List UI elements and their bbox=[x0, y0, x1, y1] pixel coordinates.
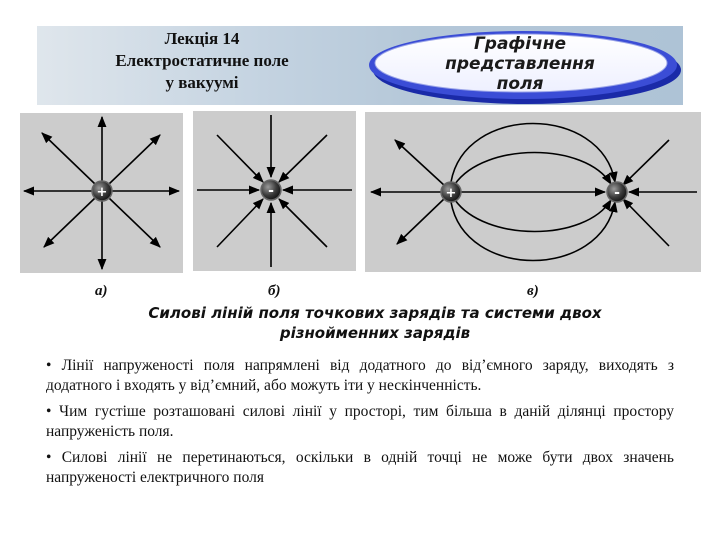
bullet-item: • Силові лінії не перетинаються, оскільки в одній точці не може бути двох значень напруженості електричного поля bbox=[46, 449, 674, 486]
bullet-item: • Чим густіше розташовані силові лінії у просторі, тим більша в даній ділянці простору напруженість поля. bbox=[46, 403, 674, 440]
lecture-topic: Електростатичне поле bbox=[115, 51, 289, 70]
charge-c-right-sign: - bbox=[614, 185, 620, 201]
section-title-line2: представлення bbox=[445, 54, 595, 74]
charge-c-left-sign: + bbox=[445, 186, 457, 201]
section-title-line3: поля bbox=[496, 74, 544, 94]
figure-a-label: а) bbox=[95, 283, 108, 299]
lecture-topic-cont: у вакуумі bbox=[165, 73, 239, 92]
figure-b-label: б) bbox=[268, 283, 281, 299]
caption-line1: Силові ліній поля точкових зарядів та системи двох bbox=[148, 304, 602, 322]
figure-dipole bbox=[365, 112, 701, 272]
figure-negative-charge bbox=[193, 111, 356, 271]
caption-line2: різнойменних зарядів bbox=[279, 324, 471, 342]
bullet-list bbox=[46, 356, 674, 494]
figure-positive-charge bbox=[20, 113, 183, 273]
lecture-title bbox=[37, 26, 367, 107]
section-title-line1: Графічне bbox=[473, 34, 567, 54]
figure-c-label: в) bbox=[527, 283, 539, 299]
lecture-number: Лекція 14 bbox=[164, 29, 240, 48]
bullet-item: • Лінії напруженості поля напрямлені від додатного до від’ємного заряду, виходять з додатного і входять у від’ємний, або можуть іти у нескінченність. bbox=[46, 357, 674, 394]
section-title bbox=[420, 34, 620, 94]
charge-a-sign: + bbox=[96, 185, 108, 200]
charge-b-sign: - bbox=[268, 183, 274, 199]
figure-caption bbox=[60, 303, 690, 343]
